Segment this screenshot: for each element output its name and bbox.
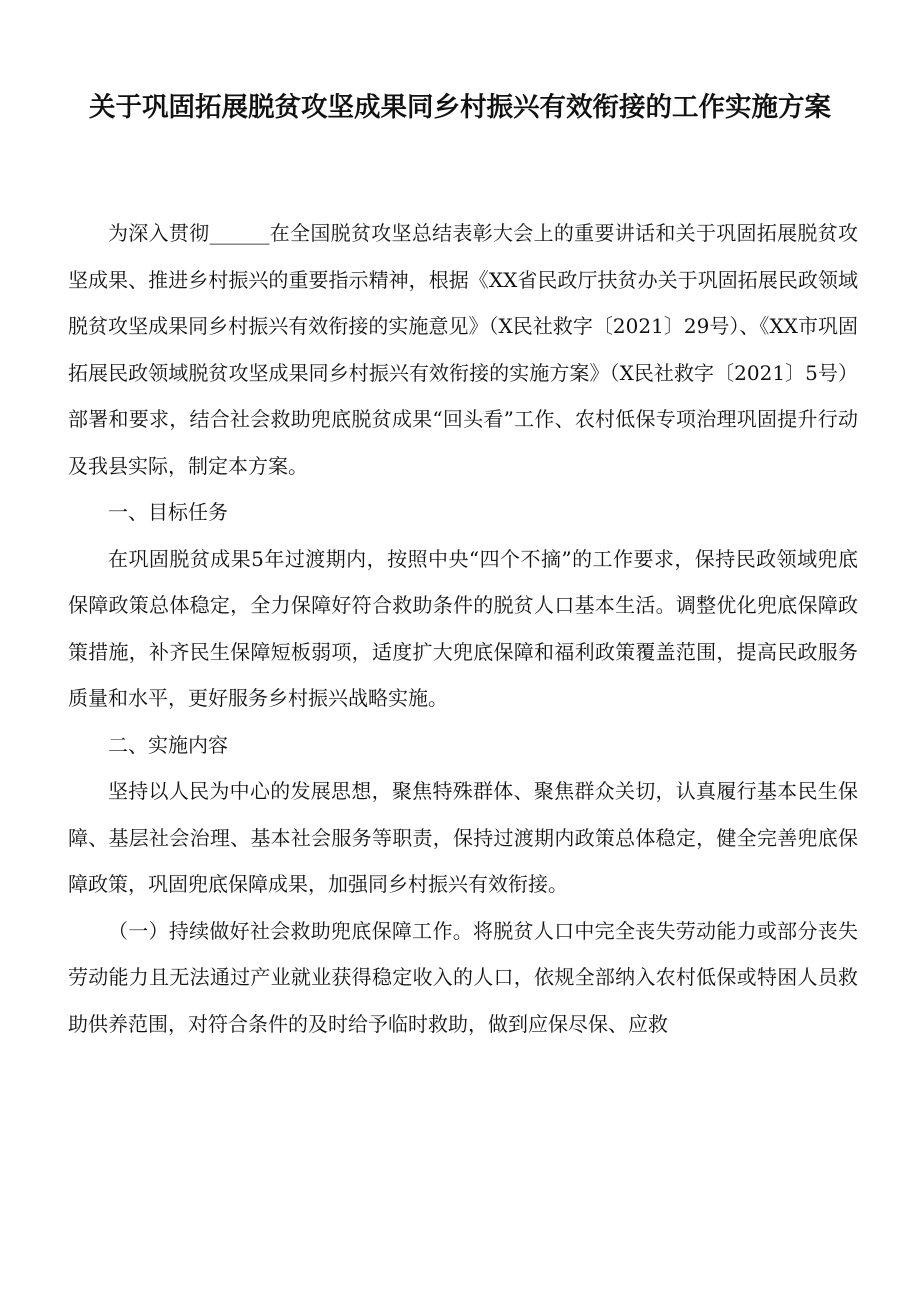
section-paragraph-goals: 在巩固脱贫成果5年过渡期内，按照中央“四个不摘”的工作要求，保持民政领域兜底保障政策总体稳定，全力保障好符合救助条件的脱贫人口基本生活。调整优化兜底保障政策措施，补齐民生保障短板弱项，适度扩大兜底保障和福利政策覆盖范围，提高民政服务质量和水平，更好服务乡村振兴战略实施。 [68,546,858,710]
document-body [68,210,858,1047]
section-heading-goals: 一、目标任务 [108,500,228,524]
document-title: 关于巩固拓展脱贫攻坚成果同乡村振兴有效衔接的工作实施方案 [89,92,831,123]
section-heading-content: 二、实施内容 [108,732,228,757]
subsection-paragraph-social-assistance: （一）持续做好社会救助兜底保障工作。将脱贫人口中完全丧失劳动能力或部分丧失劳动能力且无法通过产业就业获得稳定收入的人口，依规全部纳入农村低保或特困人员救助供养范围，对符合条件的及时给予临时救助，做到应保尽保、应救 [68,918,858,1036]
intro-paragraph: 为深入贯彻______在全国脱贫攻坚总结表彰大会上的重要讲话和关于巩固拓展脱贫攻坚成果、推进乡村振兴的重要指示精神，根据《XX省民政厅扶贫办关于巩固拓展民政领域脱贫攻坚成果同乡村振兴有效衔接的实施意见》（X民社救字〔2021〕29号）、《XX市巩固拓展民政领域脱贫攻坚成果同乡村振兴有效衔接的实施方案》（X民社救字〔2021〕5号）部署和要求，结合社会救助兜底脱贫成果“回头看”工作、农村低保专项治理巩固提升行动及我县实际，制定本方案。 [68,221,858,478]
section-paragraph-content: 坚持以人民为中心的发展思想，聚焦特殊群体、聚焦群众关切，认真履行基本民生保障、基层社会治理、基本社会服务等职责，保持过渡期内政策总体稳定，健全完善兜底保障政策，巩固兜底保障成果，加强同乡村振兴有效衔接。 [68,779,858,896]
